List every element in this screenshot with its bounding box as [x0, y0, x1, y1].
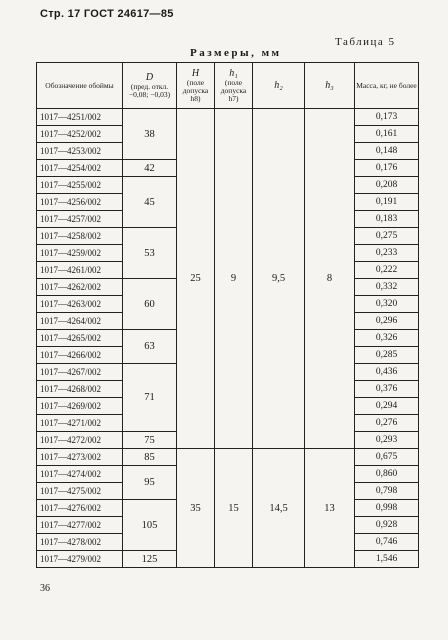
page-header: Стр. 17 ГОСТ 24617—85: [40, 8, 174, 20]
mass-cell: 0,161: [355, 126, 419, 143]
diameter-cell: 75: [123, 432, 177, 449]
designation-cell: 1017—4265/002: [37, 330, 123, 347]
designation-cell: 1017—4251/002: [37, 109, 123, 126]
mass-cell: 0,176: [355, 160, 419, 177]
col-H: H (поле допуска h8): [177, 63, 215, 109]
mass-cell: 0,376: [355, 381, 419, 398]
mass-cell: 0,326: [355, 330, 419, 347]
diameter-cell: 53: [123, 228, 177, 279]
mass-cell: 0,675: [355, 449, 419, 466]
col-D: D (пред. откл. −0,08; −0,03): [123, 63, 177, 109]
designation-cell: 1017—4262/002: [37, 279, 123, 296]
designation-cell: 1017—4278/002: [37, 534, 123, 551]
designation-cell: 1017—4261/002: [37, 262, 123, 279]
col-h3: h₃: [305, 63, 355, 109]
mass-cell: 0,998: [355, 500, 419, 517]
diameter-cell: 85: [123, 449, 177, 466]
table-row: [37, 449, 419, 466]
table-body: [37, 109, 419, 568]
table-row: [37, 109, 419, 126]
designation-cell: 1017—4259/002: [37, 245, 123, 262]
mass-cell: 0,275: [355, 228, 419, 245]
designation-cell: 1017—4266/002: [37, 347, 123, 364]
designation-cell: 1017—4273/002: [37, 449, 123, 466]
mass-cell: 0,320: [355, 296, 419, 313]
mass-cell: 0,746: [355, 534, 419, 551]
designation-cell: 1017—4277/002: [37, 517, 123, 534]
sizes-label: Размеры, мм: [190, 47, 282, 59]
designation-cell: 1017—4276/002: [37, 500, 123, 517]
mass-cell: 0,208: [355, 177, 419, 194]
diameter-cell: 45: [123, 177, 177, 228]
mass-cell: 0,294: [355, 398, 419, 415]
mass-cell: 0,233: [355, 245, 419, 262]
h3-cell: 8: [305, 109, 355, 449]
mass-cell: 0,436: [355, 364, 419, 381]
designation-cell: 1017—4274/002: [37, 466, 123, 483]
mass-cell: 0,928: [355, 517, 419, 534]
table-number: Таблица 5: [335, 36, 396, 48]
diameter-cell: 38: [123, 109, 177, 160]
mass-cell: 1,546: [355, 551, 419, 568]
designation-cell: 1017—4269/002: [37, 398, 123, 415]
designation-cell: 1017—4258/002: [37, 228, 123, 245]
mass-cell: 0,276: [355, 415, 419, 432]
col-designation: Обозначение обоймы: [37, 63, 123, 109]
page-number: 36: [40, 583, 50, 594]
dimensions-table: [36, 62, 419, 568]
diameter-cell: 105: [123, 500, 177, 551]
designation-cell: 1017—4267/002: [37, 364, 123, 381]
designation-cell: 1017—4271/002: [37, 415, 123, 432]
h2-cell: 14,5: [253, 449, 305, 568]
designation-cell: 1017—4279/002: [37, 551, 123, 568]
H-cell: 35: [177, 449, 215, 568]
mass-cell: 0,285: [355, 347, 419, 364]
H-cell: 25: [177, 109, 215, 449]
mass-cell: 0,173: [355, 109, 419, 126]
mass-cell: 0,191: [355, 194, 419, 211]
designation-cell: 1017—4257/002: [37, 211, 123, 228]
designation-cell: 1017—4255/002: [37, 177, 123, 194]
diameter-cell: 42: [123, 160, 177, 177]
designation-cell: 1017—4272/002: [37, 432, 123, 449]
designation-cell: 1017—4253/002: [37, 143, 123, 160]
mass-cell: 0,293: [355, 432, 419, 449]
h1-cell: 9: [215, 109, 253, 449]
col-mass: Масса, кг, не более: [355, 63, 419, 109]
designation-cell: 1017—4252/002: [37, 126, 123, 143]
designation-cell: 1017—4263/002: [37, 296, 123, 313]
mass-cell: 0,222: [355, 262, 419, 279]
designation-cell: 1017—4268/002: [37, 381, 123, 398]
diameter-cell: 95: [123, 466, 177, 500]
diameter-cell: 125: [123, 551, 177, 568]
col-h1: h₁ (поле допуска h7): [215, 63, 253, 109]
designation-cell: 1017—4264/002: [37, 313, 123, 330]
h2-cell: 9,5: [253, 109, 305, 449]
mass-cell: 0,148: [355, 143, 419, 160]
designation-cell: 1017—4256/002: [37, 194, 123, 211]
col-h2: h₂: [253, 63, 305, 109]
mass-cell: 0,296: [355, 313, 419, 330]
diameter-cell: 60: [123, 279, 177, 330]
designation-cell: 1017—4254/002: [37, 160, 123, 177]
mass-cell: 0,798: [355, 483, 419, 500]
designation-cell: 1017—4275/002: [37, 483, 123, 500]
h3-cell: 13: [305, 449, 355, 568]
mass-cell: 0,860: [355, 466, 419, 483]
diameter-cell: 63: [123, 330, 177, 364]
mass-cell: 0,183: [355, 211, 419, 228]
diameter-cell: 71: [123, 364, 177, 432]
h1-cell: 15: [215, 449, 253, 568]
mass-cell: 0,332: [355, 279, 419, 296]
